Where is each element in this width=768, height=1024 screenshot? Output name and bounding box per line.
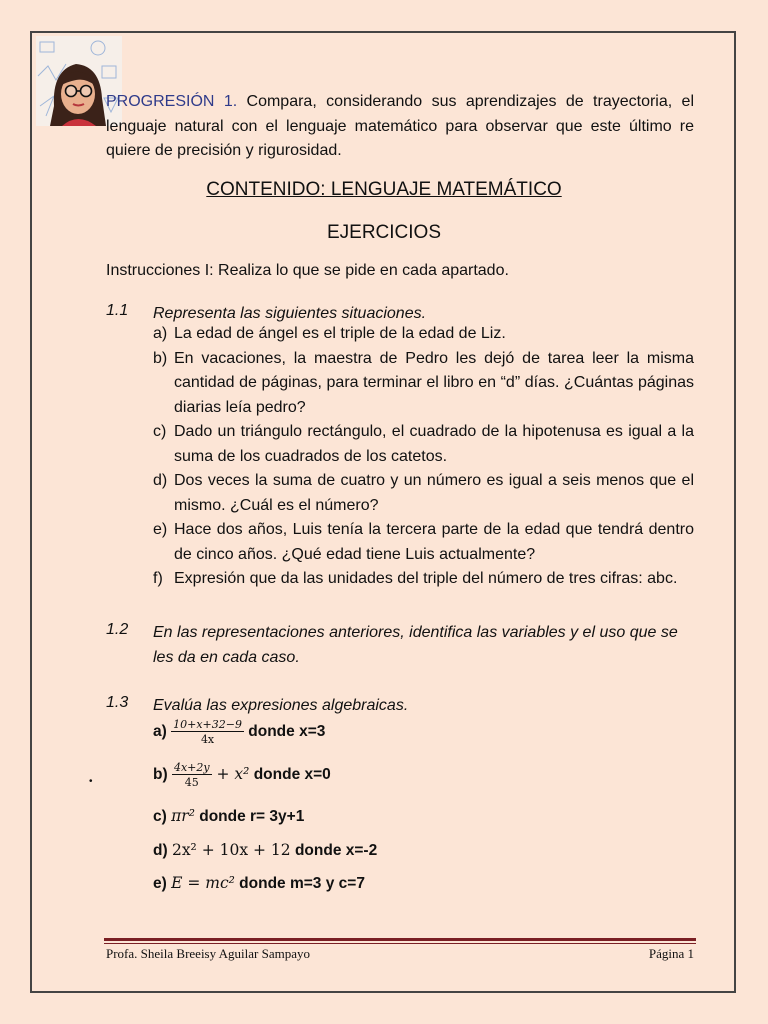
list-item: c) Dado un triángulo rectángulo, el cuadrado de la hipotenusa es igual a la suma de los cuadrados de los catetos. (153, 423, 694, 465)
progression-text: Compara, considerando sus aprendizajes de trayectoria, el lenguaje natural con el lenguaje matemático para observar que este último re quiere de precisión y rigurosidad. (106, 93, 695, 159)
fraction: $\frac{10+x+32-9}{4x}$ (173, 718, 242, 746)
section-number: 1.1 (106, 302, 129, 319)
section-text: Representa las siguientes situaciones. (153, 305, 427, 322)
exercises-title: EJERCICIOS (326, 222, 442, 243)
footer-author: Profa. Sheila Breeisy Aguilar Sampayo (106, 946, 310, 961)
list-item: e) Hace dos años, Luis tenía la tercera parte de la edad que tendrá dentro de cinco años. ¿Qué edad tiene Luis actualmente? (153, 521, 694, 563)
footer-page-number: Página 1 (648, 946, 694, 961)
fraction: $\frac{4x+2y}{45}$ (173, 761, 210, 789)
footer (106, 946, 694, 962)
list-item: b) En vacaciones, la maestra de Pedro les dejó de tarea leer la misma cantidad de páginas, para terminar el libro en “d” días. ¿Cuántas páginas diarias leía pedro? (153, 349, 694, 416)
list-item: d) Dos veces la suma de cuatro y un número es igual a seis menos que el mismo. ¿Cuál es el número? (153, 472, 694, 514)
list-item: f) Expresión que da las unidades del triple del número de tres cifras: abc. (153, 570, 678, 587)
evaluation-c: c) πr² donde r= 3y+1 (153, 807, 305, 825)
section-number: 1.3 (106, 694, 129, 711)
instructions-text: Instrucciones I: Realiza lo que se pide en cada apartado. (106, 262, 509, 279)
evaluation-b: b) $\frac{4x+2y}{45}$ + x² donde x=0 (153, 761, 331, 789)
section-text: Evalúa las expresiones algebraicas. (153, 697, 409, 714)
evaluation-d: d) 2x² + 10x + 12 donde x=-2 (153, 841, 378, 859)
list-item: a) La edad de ángel es el triple de la edad de Liz. (153, 325, 506, 342)
section-number: 1.2 (106, 621, 129, 638)
progression-label: PROGRESIÓN 1. (106, 93, 238, 110)
section-text: En las representaciones anteriores, identifica las variables y el uso que se les da en cada caso. (153, 624, 678, 666)
situations-list (153, 322, 694, 592)
progression-paragraph (106, 90, 694, 164)
evaluation-a: a) $\frac{10+x+32-9}{4x}$ donde x=3 (153, 718, 326, 746)
content-title: CONTENIDO: LENGUAJE MATEMÁTICO (206, 179, 562, 200)
evaluation-e: e) E = mc² donde m=3 y c=7 (153, 874, 365, 892)
footer-rule-thin (104, 943, 696, 944)
footer-rule (104, 938, 696, 941)
bullet-mark: • (89, 776, 93, 787)
